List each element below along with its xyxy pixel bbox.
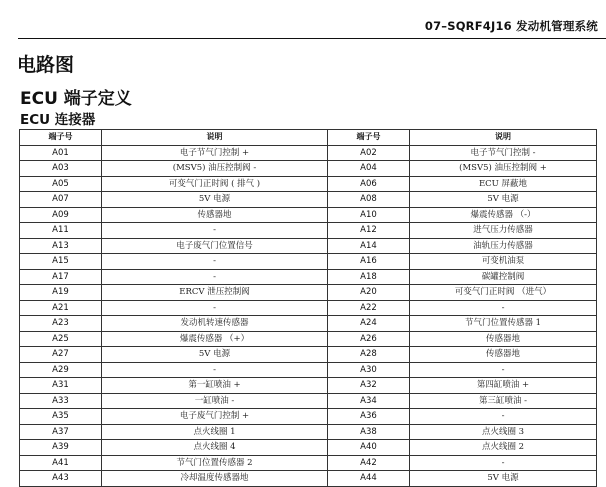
description-cell: 传感器地 <box>410 331 597 347</box>
pin-cell: A07 <box>20 192 102 208</box>
table-row <box>20 409 597 425</box>
column-header-description: 说明 <box>410 130 597 146</box>
pin-cell: A16 <box>328 254 410 270</box>
pin-cell: A24 <box>328 316 410 332</box>
table-row <box>20 223 597 239</box>
table-row <box>20 176 597 192</box>
pin-cell: A41 <box>20 455 102 471</box>
description-cell: - <box>410 300 597 316</box>
pin-cell: A15 <box>20 254 102 270</box>
description-cell: 油轨压力传感器 <box>410 238 597 254</box>
pin-cell: A39 <box>20 440 102 456</box>
table-row <box>20 362 597 378</box>
table-row <box>20 378 597 394</box>
description-cell: 点火线圈 1 <box>102 424 328 440</box>
description-cell: - <box>410 362 597 378</box>
description-cell: - <box>410 455 597 471</box>
description-cell: 点火线圈 4 <box>102 440 328 456</box>
pin-cell: A29 <box>20 362 102 378</box>
pin-cell: A36 <box>328 409 410 425</box>
pin-cell: A42 <box>328 455 410 471</box>
table-row <box>20 424 597 440</box>
description-cell: 可变气门正时阀 ( 排气 ) <box>102 176 328 192</box>
description-cell: 节气门位置传感器 1 <box>410 316 597 332</box>
connector-title: ECU 连接器 <box>20 112 96 128</box>
description-cell: ERCV 泄压控制阀 <box>102 285 328 301</box>
table-row <box>20 269 597 285</box>
pin-cell: A09 <box>20 207 102 223</box>
table-row <box>20 316 597 332</box>
column-header-pin: 端子号 <box>20 130 102 146</box>
pin-cell: A14 <box>328 238 410 254</box>
pin-cell: A31 <box>20 378 102 394</box>
pin-cell: A30 <box>328 362 410 378</box>
description-cell: 传感器地 <box>410 347 597 363</box>
description-cell: 传感器地 <box>102 207 328 223</box>
description-cell: 5V 电源 <box>102 192 328 208</box>
table-header-row <box>20 130 597 146</box>
description-cell: ECU 屏蔽地 <box>410 176 597 192</box>
table-row <box>20 455 597 471</box>
table-row <box>20 393 597 409</box>
table-row <box>20 238 597 254</box>
table-row <box>20 347 597 363</box>
pin-cell: A19 <box>20 285 102 301</box>
description-cell: - <box>102 223 328 239</box>
pin-cell: A06 <box>328 176 410 192</box>
description-cell: - <box>102 362 328 378</box>
pin-cell: A26 <box>328 331 410 347</box>
header-divider <box>18 38 606 39</box>
description-cell: 发动机转速传感器 <box>102 316 328 332</box>
description-cell: - <box>410 409 597 425</box>
pin-cell: A11 <box>20 223 102 239</box>
description-cell: 冷却温度传感器地 <box>102 471 328 487</box>
pin-cell: A10 <box>328 207 410 223</box>
table-row <box>20 161 597 177</box>
description-cell: 电子节气门控制 + <box>102 145 328 161</box>
pin-cell: A04 <box>328 161 410 177</box>
description-cell: - <box>102 254 328 270</box>
description-cell: 电子废气门位置信号 <box>102 238 328 254</box>
table-row <box>20 145 597 161</box>
table-row <box>20 440 597 456</box>
pin-cell: A40 <box>328 440 410 456</box>
subsection-title: ECU 端子定义 <box>20 89 132 109</box>
pin-cell: A08 <box>328 192 410 208</box>
description-cell: (MSV5) 油压控制阀 + <box>410 161 597 177</box>
description-cell: 5V 电源 <box>410 471 597 487</box>
table-row <box>20 254 597 270</box>
description-cell: - <box>102 269 328 285</box>
description-cell: 节气门位置传感器 2 <box>102 455 328 471</box>
pin-cell: A03 <box>20 161 102 177</box>
pin-cell: A32 <box>328 378 410 394</box>
description-cell: 爆震传感器 （-） <box>410 207 597 223</box>
pin-cell: A21 <box>20 300 102 316</box>
description-cell: 电子节气门控制 - <box>410 145 597 161</box>
pin-cell: A28 <box>328 347 410 363</box>
description-cell: 碳罐控制阀 <box>410 269 597 285</box>
pin-cell: A20 <box>328 285 410 301</box>
pin-cell: A18 <box>328 269 410 285</box>
description-cell: 5V 电源 <box>102 347 328 363</box>
description-cell: 第四缸喷油 + <box>410 378 597 394</box>
description-cell: 爆震传感器 （+） <box>102 331 328 347</box>
description-cell: 电子废气门控制 + <box>102 409 328 425</box>
pin-cell: A02 <box>328 145 410 161</box>
pin-cell: A25 <box>20 331 102 347</box>
description-cell: 可变气门正时阀 （进气） <box>410 285 597 301</box>
table-row <box>20 207 597 223</box>
description-cell: 点火线圈 2 <box>410 440 597 456</box>
section-title: 电路图 <box>17 54 75 76</box>
description-cell: 第三缸喷油 - <box>410 393 597 409</box>
pin-cell: A44 <box>328 471 410 487</box>
description-cell: 点火线圈 3 <box>410 424 597 440</box>
table-row <box>20 331 597 347</box>
description-cell: 进气压力传感器 <box>410 223 597 239</box>
pin-cell: A35 <box>20 409 102 425</box>
description-cell: 第一缸喷油 + <box>102 378 328 394</box>
terminal-definition-table <box>19 129 597 487</box>
document-header-title: 07–SQRF4J16 发动机管理系统 <box>424 19 598 33</box>
table-row <box>20 300 597 316</box>
pin-cell: A38 <box>328 424 410 440</box>
pin-cell: A12 <box>328 223 410 239</box>
pin-cell: A05 <box>20 176 102 192</box>
pin-cell: A33 <box>20 393 102 409</box>
description-cell: 可变机油泵 <box>410 254 597 270</box>
pin-cell: A37 <box>20 424 102 440</box>
table-row <box>20 471 597 487</box>
pin-cell: A17 <box>20 269 102 285</box>
pin-cell: A43 <box>20 471 102 487</box>
description-cell: 一缸喷油 - <box>102 393 328 409</box>
description-cell: - <box>102 300 328 316</box>
table-row <box>20 192 597 208</box>
pin-cell: A01 <box>20 145 102 161</box>
description-cell: (MSV5) 油压控制阀 - <box>102 161 328 177</box>
pin-cell: A34 <box>328 393 410 409</box>
description-cell: 5V 电源 <box>410 192 597 208</box>
pin-cell: A13 <box>20 238 102 254</box>
column-header-description: 说明 <box>102 130 328 146</box>
pin-cell: A22 <box>328 300 410 316</box>
pin-cell: A27 <box>20 347 102 363</box>
table-body <box>20 145 597 486</box>
table-row <box>20 285 597 301</box>
column-header-pin: 端子号 <box>328 130 410 146</box>
pin-cell: A23 <box>20 316 102 332</box>
